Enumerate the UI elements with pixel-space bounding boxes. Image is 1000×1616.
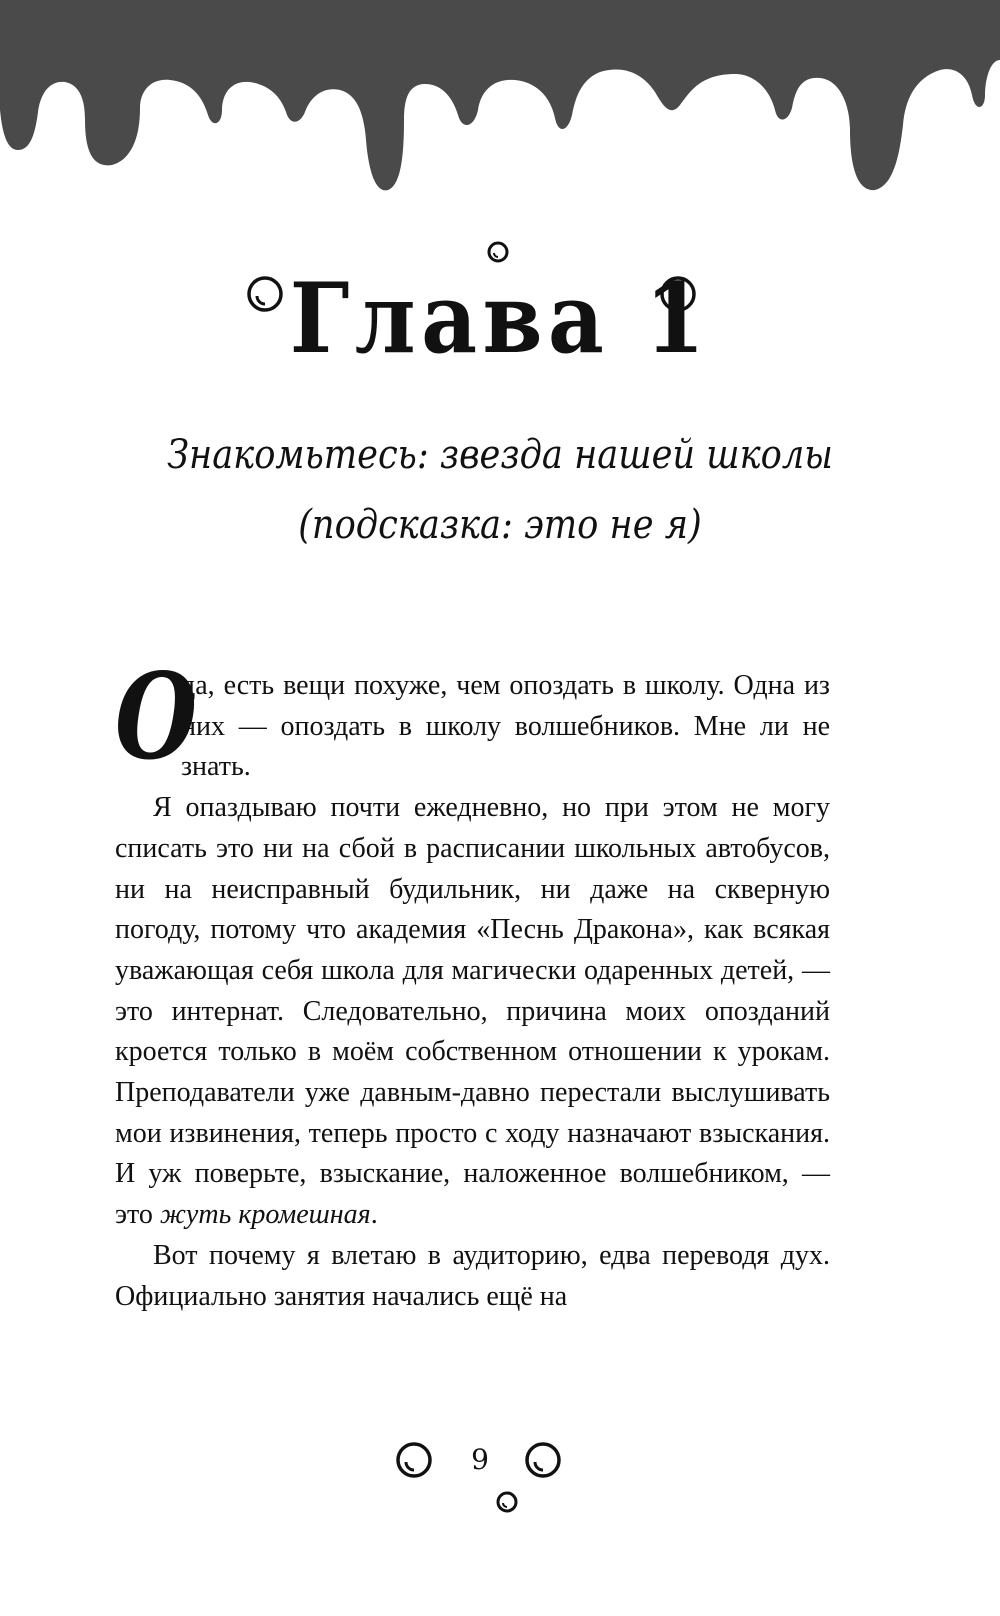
paragraph <box>115 1236 830 1317</box>
chapter-subtitle-line: (подсказка: это не я) <box>298 502 702 548</box>
emphasis-text: жуть кромешная <box>159 1199 371 1231</box>
paragraph <box>115 788 830 1236</box>
bubble-icon <box>495 1490 519 1514</box>
chapter-subtitle-line: Знакомьтесь: звезда нашей школы <box>167 432 833 478</box>
chapter-body-text <box>115 647 830 1317</box>
drop-cap: О <box>115 647 198 786</box>
ink-drip-border <box>0 0 1000 210</box>
bubble-icon <box>486 240 510 264</box>
bubble-icon <box>523 1440 563 1480</box>
paragraph-text: . <box>370 1199 378 1231</box>
paragraph-text: Вот почему я влетаю в аудиторию, едва переводя дух. Официально занятия начались ещё на <box>115 1239 830 1312</box>
bubble-icon <box>394 1440 434 1480</box>
page-number: 9 <box>471 1443 489 1476</box>
chapter-title: Глава 1 <box>289 262 711 375</box>
paragraph <box>115 647 830 788</box>
chapter-subtitle <box>148 420 852 560</box>
paragraph-text: да, есть вещи похуже, чем опоздать в школу. Одна из них — опоздать в школу волшебников. Мне ли не знать. <box>181 670 830 783</box>
paragraph-text: Я опаздываю почти ежедневно, но при этом не могу списать это ни на сбой в расписании школьных автобусов, ни на неисправный будильник, ни даже на скверную погоду, потому что академия «Песнь Дракона», как всякая уважающая себя школа для магически одаренных детей, — это интернат. Следовательно, причина моих опозданий кроется только в моём собственном отношении к урокам. Преподаватели уже давным-давно перестали выслушивать мои извинения, теперь просто с ходу назначают взыскания. И уж поверьте, взыскание, наложенное волшебником, — это <box>115 792 830 1231</box>
